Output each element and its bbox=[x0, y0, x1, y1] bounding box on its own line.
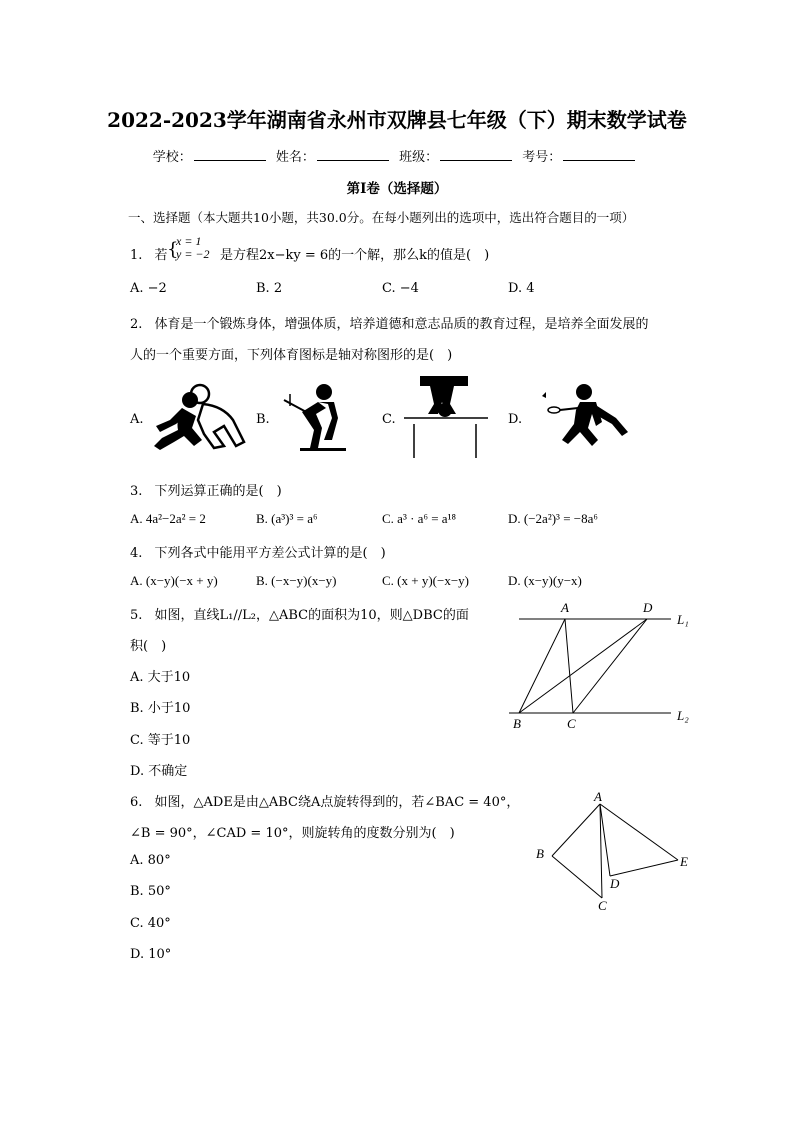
q5-stem-line2: 积( ) bbox=[130, 639, 167, 654]
gymnastics-icon bbox=[400, 372, 492, 460]
skiing-icon bbox=[280, 380, 350, 456]
point-c-label: C bbox=[598, 898, 607, 912]
q6-option-b[interactable]: B. 50° bbox=[130, 884, 171, 899]
q5-option-a[interactable]: A. 大于10 bbox=[130, 670, 191, 685]
q1-system-top: x = 1 bbox=[176, 234, 202, 248]
q1-option-a[interactable]: A. −2 bbox=[130, 281, 167, 296]
q5-option-b[interactable]: B. 小于10 bbox=[130, 701, 191, 716]
q4-option-b[interactable]: B. (−x−y)(x−y) bbox=[256, 573, 337, 588]
q5-stem-text1: 如图，直线L₁//L₂，△ABC的面积为10，则△DBC的面 bbox=[154, 608, 469, 623]
q4-number: 4. bbox=[130, 546, 143, 561]
q3-option-d[interactable]: D. (−2a²)³ = −8a⁶ bbox=[508, 511, 598, 526]
q1-stem-text: 是方程2x−ky = 6的一个解，那么k的值是( ) bbox=[220, 248, 490, 263]
q2-option-c-label[interactable]: C. bbox=[382, 412, 396, 427]
q5-stem-line1 bbox=[130, 604, 469, 623]
q6-number: 6. bbox=[130, 795, 143, 810]
point-b-label: B bbox=[513, 716, 521, 731]
exam-title: 2022-2023学年湖南省永州市双牌县七年级（下）期末数学试卷 bbox=[107, 108, 687, 132]
student-info-line bbox=[0, 146, 794, 165]
exam-no-blank[interactable] bbox=[563, 148, 635, 161]
q5-option-c[interactable]: C. 等于10 bbox=[130, 733, 191, 748]
q1-brace: { bbox=[167, 239, 179, 260]
q5-option-d[interactable]: D. 不确定 bbox=[130, 764, 188, 779]
q2-stem-line1 bbox=[130, 313, 649, 332]
q2-number: 2. bbox=[130, 317, 143, 332]
q3-stem-text: 下列运算正确的是( ) bbox=[154, 484, 282, 499]
q5-parallel-lines-figure bbox=[505, 598, 705, 738]
exam-no-label: 考号： bbox=[522, 150, 562, 165]
point-a-label: A bbox=[594, 789, 602, 804]
q2-option-a-label[interactable]: A. bbox=[130, 412, 144, 427]
q3-stem bbox=[130, 480, 282, 499]
q6-option-a[interactable]: A. 80° bbox=[130, 853, 171, 868]
q1-pre: 若 bbox=[154, 248, 168, 263]
badminton-icon bbox=[536, 382, 632, 448]
q3-number: 3. bbox=[130, 484, 143, 499]
q4-option-c[interactable]: C. (x + y)(−x−y) bbox=[382, 573, 469, 588]
q3-option-c[interactable]: C. a³ · a⁶ = a¹⁸ bbox=[382, 511, 457, 526]
q1-option-b[interactable]: B. 2 bbox=[256, 281, 283, 296]
q6-stem-text1: 如图，△ADE是由△ABC绕A点旋转得到的，若∠BAC = 40°， bbox=[154, 795, 520, 810]
q2-option-d-label[interactable]: D. bbox=[508, 412, 523, 427]
school-blank[interactable] bbox=[194, 148, 266, 161]
q1-option-d[interactable]: D. 4 bbox=[508, 281, 535, 296]
q4-option-a[interactable]: A. (x−y)(−x + y) bbox=[130, 573, 218, 588]
q5-number: 5. bbox=[130, 608, 143, 623]
q1-stem bbox=[130, 244, 168, 263]
line-l2-label: L₂ bbox=[677, 708, 689, 723]
name-blank[interactable] bbox=[317, 148, 389, 161]
q6-stem-line2: ∠B = 90°，∠CAD = 10°，则旋转角的度数分别为( ) bbox=[130, 826, 455, 841]
name-label: 姓名： bbox=[275, 150, 315, 165]
q6-stem-line1 bbox=[130, 791, 519, 810]
point-a-label: A bbox=[561, 600, 569, 615]
q6-option-c[interactable]: C. 40° bbox=[130, 916, 171, 931]
school-label: 学校： bbox=[152, 150, 192, 165]
q6-option-d[interactable]: D. 10° bbox=[130, 947, 172, 962]
class-blank[interactable] bbox=[440, 148, 512, 161]
q3-option-a[interactable]: A. 4a²−2a² = 2 bbox=[130, 511, 206, 526]
point-c-label: C bbox=[567, 716, 576, 731]
section-title: 第Ⅰ卷（选择题） bbox=[346, 181, 448, 197]
class-label: 班级： bbox=[399, 150, 439, 165]
q1-option-c[interactable]: C. −4 bbox=[382, 281, 419, 296]
q2-stem-line2: 人的一个重要方面，下列体育图标是轴对称图形的是( ) bbox=[130, 348, 453, 363]
q3-option-b[interactable]: B. (a³)³ = a⁶ bbox=[256, 511, 318, 526]
q1-system bbox=[176, 235, 210, 261]
point-e-label: E bbox=[680, 854, 688, 869]
q4-stem-text: 下列各式中能用平方差公式计算的是( ) bbox=[154, 546, 386, 561]
q1-system-bottom: y = −2 bbox=[176, 247, 210, 261]
point-d-label: D bbox=[643, 600, 653, 615]
point-b-label: B bbox=[536, 846, 544, 861]
line-l1-label: L₁ bbox=[677, 612, 689, 627]
q1-number: 1. bbox=[130, 248, 143, 263]
q2-option-b-label[interactable]: B. bbox=[256, 412, 270, 427]
q4-option-d[interactable]: D. (x−y)(y−x) bbox=[508, 573, 582, 588]
q6-rotation-figure bbox=[532, 788, 702, 912]
q4-stem bbox=[130, 542, 386, 561]
part1-heading: 一、选择题（本大题共10小题，共30.0分。在每小题列出的选项中，选出符合题目的一项） bbox=[128, 210, 635, 225]
q2-stem-text1: 体育是一个锻炼身体，增强体质，培养道德和意志品质的教育过程，是培养全面发展的 bbox=[154, 317, 649, 332]
point-d-label: D bbox=[610, 876, 620, 891]
wrestling-icon bbox=[148, 380, 248, 452]
